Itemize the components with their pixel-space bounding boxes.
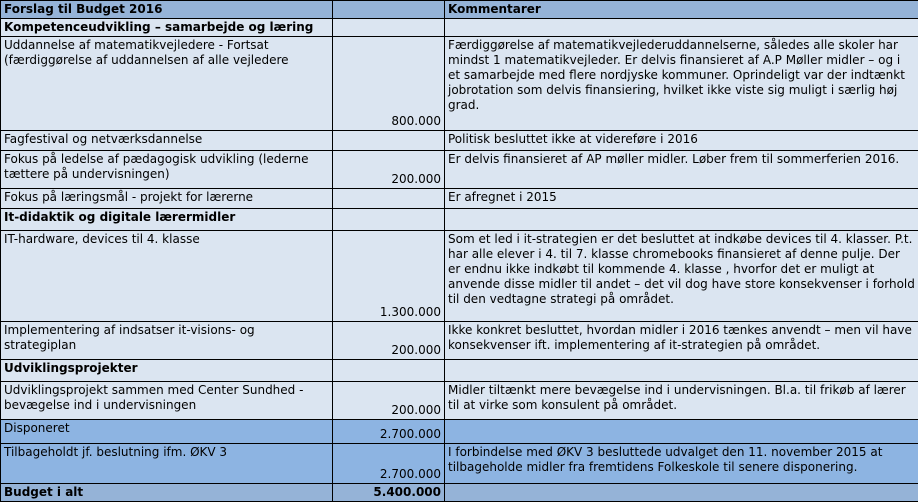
- row-comment: Er delvis finansieret af AP møller midler. Løber frem til sommerferien 2016.: [445, 151, 918, 189]
- section-title: Kompetenceudvikling – samarbejde og læring: [1, 19, 333, 37]
- disponeret-row: [1, 420, 918, 444]
- header-proposal: Forslag til Budget 2016: [1, 1, 333, 19]
- table-row: [1, 322, 918, 360]
- table-row: [1, 37, 918, 131]
- row-amount: 200.000: [333, 382, 445, 420]
- section-row: [1, 19, 918, 37]
- row-amount: 200.000: [333, 322, 445, 360]
- row-label: Udviklingsprojekt sammen med Center Sundhed - bevægelse ind i undervisningen: [1, 382, 333, 420]
- row-amount: 1.300.000: [333, 231, 445, 322]
- table-row: [1, 151, 918, 189]
- row-amount: [333, 189, 445, 209]
- row-comment: [445, 420, 918, 444]
- table-row: [1, 131, 918, 151]
- row-label: Fokus på ledelse af pædagogisk udvikling (lederne tættere på undervisningen): [1, 151, 333, 189]
- row-comment: Ikke konkret besluttet, hvordan midler i 2016 tænkes anvendt – men vil have konsekvenser ift. implementering af it-strategien på området.: [445, 322, 918, 360]
- row-comment: I forbindelse med ØKV 3 besluttede udvalget den 11. november 2015 at tilbageholde midler fra fremtidens Folkeskole til senere disponering.: [445, 444, 918, 484]
- row-amount: [333, 131, 445, 151]
- row-label: Fagfestival og netværksdannelse: [1, 131, 333, 151]
- table-row: [1, 382, 918, 420]
- total-label: Budget i alt: [1, 484, 333, 502]
- row-label: Disponeret: [1, 420, 333, 444]
- row-label: Fokus på læringsmål - projekt for lærerne: [1, 189, 333, 209]
- section-title: It-didaktik og digitale lærermidler: [1, 209, 333, 231]
- row-amount: 800.000: [333, 37, 445, 131]
- row-label: Tilbageholdt jf. beslutning ifm. ØKV 3: [1, 444, 333, 484]
- section-row: [1, 360, 918, 382]
- table-row: [1, 231, 918, 322]
- row-label: IT-hardware, devices til 4. klasse: [1, 231, 333, 322]
- row-comment: Midler tiltænkt mere bevægelse ind i undervisningen. Bl.a. til frikøb af lærer til at virke som konsulent på området.: [445, 382, 918, 420]
- header-row: [1, 1, 918, 19]
- tilbageholdt-row: [1, 444, 918, 484]
- row-comment: Som et led i it-strategien er det besluttet at indkøbe devices til 4. klasser. P.t. har alle elever i 4. til 7. klasse chromebooks finansieret af denne pulje. Der er endnu ikke indkøbt til kommende 4. klasse , hvorfor det er muligt at anvende disse midler til andet – det vil dog have store konsekvenser i forhold til den vedtagne strategi på området.: [445, 231, 918, 322]
- total-row: [1, 484, 918, 502]
- row-amount: 2.700.000: [333, 444, 445, 484]
- row-amount: 2.700.000: [333, 420, 445, 444]
- table-row: [1, 189, 918, 209]
- row-comment: Er afregnet i 2015: [445, 189, 918, 209]
- row-amount: 200.000: [333, 151, 445, 189]
- row-comment: Færdiggørelse af matematikvejlederuddannelserne, således alle skoler har mindst 1 matematikvejleder. Er delvis finansieret af A.P Møller midler – og i et samarbejde med flere nordjyske kommuner. Oprindeligt var der indtænkt jobrotation som delvis finansiering, hvilket ikke viste sig muligt i særlig høj grad.: [445, 37, 918, 131]
- total-comment: [445, 484, 918, 502]
- header-amount: [333, 1, 445, 19]
- header-comments: Kommentarer: [445, 1, 918, 19]
- row-label: Uddannelse af matematikvejledere - Fortsat (færdiggørelse af uddannelsen af alle vejledere: [1, 37, 333, 131]
- total-amount: 5.400.000: [333, 484, 445, 502]
- row-label: Implementering af indsatser it-visions- og strategiplan: [1, 322, 333, 360]
- section-row: [1, 209, 918, 231]
- section-title: Udviklingsprojekter: [1, 360, 333, 382]
- row-comment: Politisk besluttet ikke at videreføre i 2016: [445, 131, 918, 151]
